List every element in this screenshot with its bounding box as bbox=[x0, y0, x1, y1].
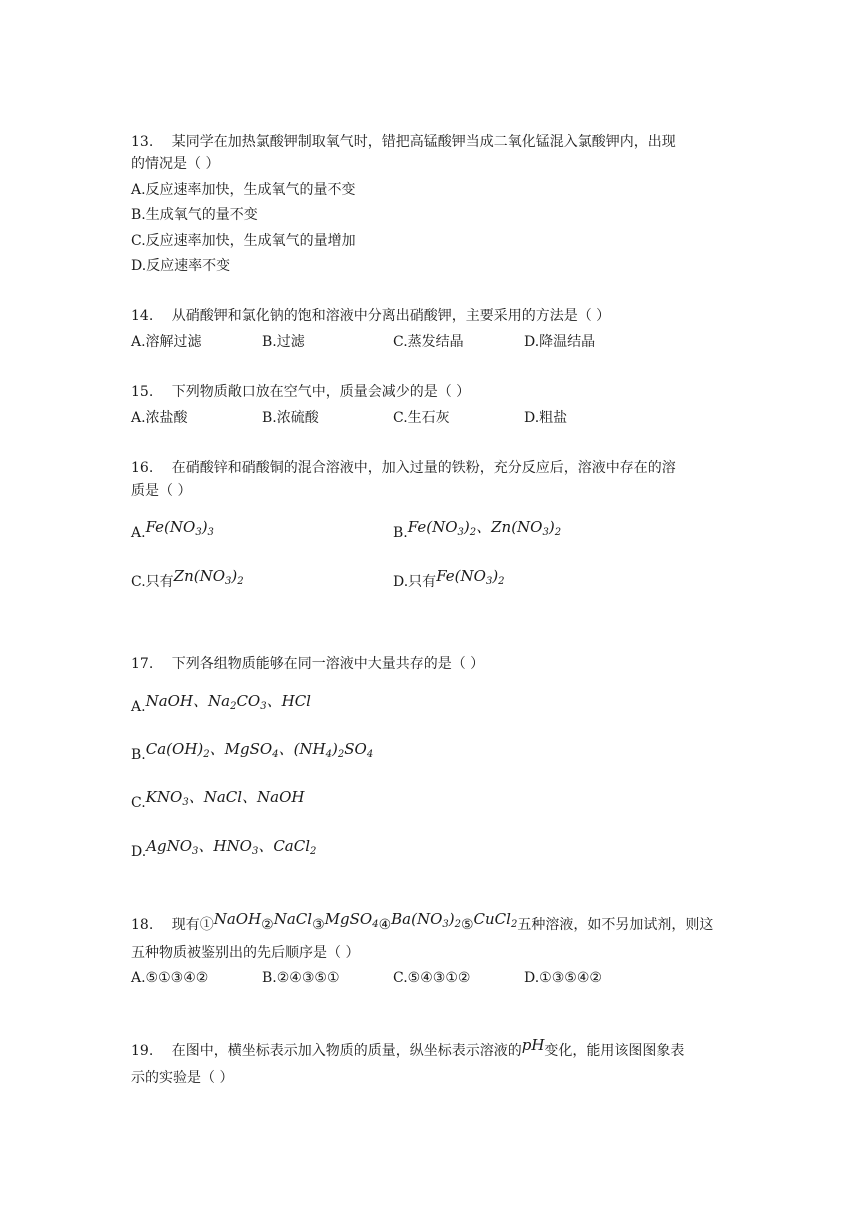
q16-option-c-label: C.只有 bbox=[131, 574, 174, 590]
q15-option-d: D.粗盐 bbox=[524, 410, 568, 426]
q18-formula-naoh: NaOH bbox=[213, 910, 262, 928]
q19-stem-line1 bbox=[131, 1036, 685, 1061]
q17-option-c-formula: $KNO_3$、NaCl、NaOH bbox=[145, 788, 305, 808]
q18-option-a: A.⑤①③④② bbox=[131, 970, 209, 986]
q14-stem: 14. 从硝酸钾和氯化钠的饱和溶液中分离出硝酸钾，主要采用的方法是（ ） bbox=[131, 308, 611, 324]
q18-option-d: D.①③⑤④② bbox=[524, 970, 602, 986]
q18-suffix: 五种溶液，如不另加试剂，则这 bbox=[517, 917, 714, 933]
q16-option-b-label: B. bbox=[393, 525, 408, 541]
q17-option-c-label: C. bbox=[131, 795, 146, 811]
q18-circled-3: ③ bbox=[312, 917, 325, 933]
q13-option-d: D.反应速率不变 bbox=[131, 258, 231, 274]
q17-option-a-formula: NaOH、$Na_2CO_3$、HCl bbox=[145, 692, 311, 712]
q18-circled-5: ⑤ bbox=[460, 917, 474, 933]
q16-option-b bbox=[393, 518, 562, 548]
q15-option-b: B.浓硫酸 bbox=[262, 410, 319, 426]
q17-option-b bbox=[131, 740, 374, 770]
q18-formula-bano32: $Ba(NO_3)_2$ bbox=[391, 910, 461, 930]
q13-stem-line2: 的情况是（ ） bbox=[131, 156, 220, 172]
q17-option-c bbox=[131, 788, 305, 818]
q17-stem: 17. 下列各组物质能够在同一溶液中大量共存的是（ ） bbox=[131, 656, 485, 672]
q18-circled-4: ④ bbox=[378, 917, 392, 933]
q17-option-b-formula: $Ca(OH)_2$、MgSO$_4$、$(NH_4)_2SO_4$ bbox=[145, 740, 374, 760]
q18-formula-nacl: NaCl bbox=[273, 910, 313, 928]
q16-option-d bbox=[393, 567, 505, 597]
q19-prefix: 19. 在图中，横坐标表示加入物质的质量，纵坐标表示溶液的 bbox=[131, 1043, 522, 1059]
q13-option-a: A.反应速率加快，生成氧气的量不变 bbox=[131, 182, 356, 198]
q19-formula-ph: pH bbox=[521, 1036, 545, 1054]
q13-option-c: C.反应速率加快，生成氧气的量增加 bbox=[131, 233, 356, 249]
q14-option-b: B.过滤 bbox=[262, 334, 305, 350]
q15-stem: 15. 下列物质敞口放在空气中，质量会减少的是（ ） bbox=[131, 384, 471, 400]
q16-option-a-formula: $Fe(NO_3)_3$ bbox=[145, 518, 214, 538]
q13-option-b: B.生成氧气的量不变 bbox=[131, 207, 258, 223]
q18-formula-mgso4: MgSO$_4$ bbox=[324, 910, 379, 930]
q16-option-c bbox=[131, 567, 244, 597]
q16-option-d-label: D.只有 bbox=[393, 574, 437, 590]
q16-stem-line1: 16. 在硝酸锌和硝酸铜的混合溶液中，加入过量的铁粉，充分反应后，溶液中存在的溶 bbox=[131, 460, 676, 476]
q16-option-a-label: A. bbox=[131, 525, 146, 541]
q14-option-d: D.降温结晶 bbox=[524, 334, 596, 350]
q18-option-b: B.②④③⑤① bbox=[262, 970, 340, 986]
q18-formula-cucl2: CuCl$_2$ bbox=[473, 910, 518, 930]
q15-option-c: C.生石灰 bbox=[393, 410, 450, 426]
q16-option-d-formula: $Fe(NO_3)_2$ bbox=[436, 567, 505, 587]
q19-suffix: 变化，能用该图图象表 bbox=[544, 1043, 685, 1059]
q16-stem-line2: 质是（ ） bbox=[131, 483, 192, 499]
q14-option-a: A.溶解过滤 bbox=[131, 334, 202, 350]
q18-prefix: 18. 现有 bbox=[131, 917, 200, 933]
q16-option-a bbox=[131, 518, 214, 548]
q17-option-a bbox=[131, 692, 311, 722]
q18-option-c: C.⑤④③①② bbox=[393, 970, 471, 986]
q17-option-b-label: B. bbox=[131, 747, 146, 763]
q18-stem-line1 bbox=[131, 910, 714, 940]
q16-option-c-formula: $Zn(NO_3)_2$ bbox=[173, 567, 244, 587]
q17-option-d-label: D. bbox=[131, 844, 147, 860]
q15-option-a: A.浓盐酸 bbox=[131, 410, 188, 426]
q14-option-c: C.蒸发结晶 bbox=[393, 334, 464, 350]
q17-option-a-label: A. bbox=[131, 699, 146, 715]
q17-option-d bbox=[131, 837, 317, 867]
q16-option-b-formula: $Fe(NO_3)_2$、$Zn(NO_3)_2$ bbox=[407, 518, 562, 538]
q13-stem-line1: 13. 某同学在加热氯酸钾制取氧气时，错把高锰酸钾当成二氧化锰混入氯酸钾内，出现 bbox=[131, 134, 676, 150]
q18-circled-2: ② bbox=[261, 917, 274, 933]
q19-stem-line2: 示的实验是（ ） bbox=[131, 1070, 234, 1086]
q18-stem-line2: 五种物质被鉴别出的先后顺序是（ ） bbox=[131, 945, 360, 961]
q18-circled-1: ① bbox=[199, 917, 214, 933]
q17-option-d-formula: AgNO$_3$、$HNO_3$、CaCl$_2$ bbox=[146, 837, 317, 857]
